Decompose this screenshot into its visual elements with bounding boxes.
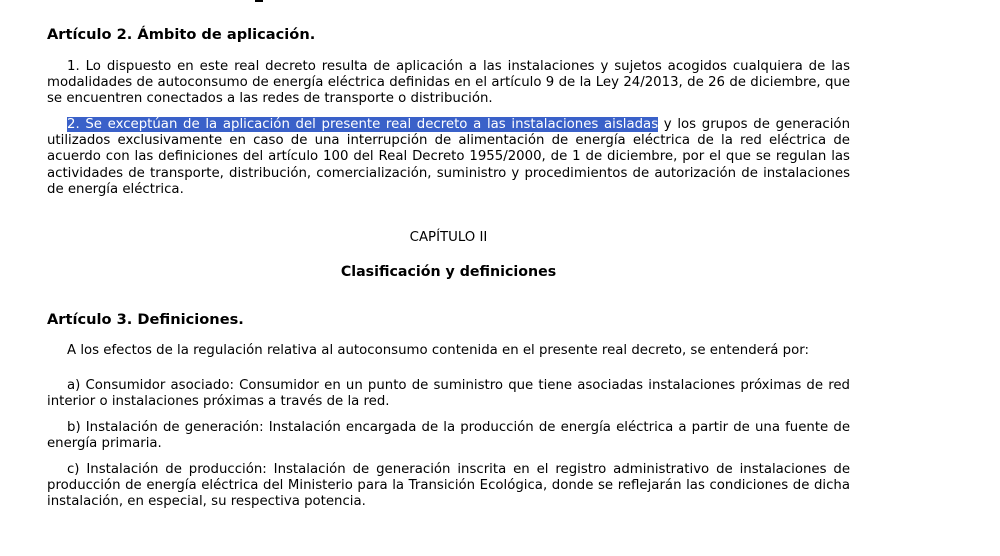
definition-c: c) Instalación de producción: Instalación de generación inscrita en el registro administrativo de instalaciones de producción de energía eléctrica del Ministerio para la Transición Ecológica, donde se reflejarán las condiciones de dicha instalación, en especial, su respectiva potencia. — [47, 462, 850, 510]
article-3-intro: A los efectos de la regulación relativa al autoconsumo contenida en el presente real decreto, se entenderá por: — [67, 343, 809, 358]
article-2-paragraph-1: 1. Lo dispuesto en este real decreto resulta de aplicación a las instalaciones y sujetos acogidos cualquiera de las modalidades de autoconsumo de energía eléctrica definidas en el artículo 9 de la Ley 24/2013, de 26 de diciembre, que se encuentren conectados a las redes de transporte o distribución. — [47, 59, 850, 107]
definition-a: a) Consumidor asociado: Consumidor en un punto de suministro que tiene asociadas instalaciones próximas de red interior o instalaciones próximas a través de la red. — [47, 378, 850, 410]
definition-b: b) Instalación de generación: Instalación encargada de la producción de energía eléctrica a partir de una fuente de energía primaria. — [47, 420, 850, 452]
article-2-heading: Artículo 2. Ámbito de aplicación. — [47, 26, 316, 43]
paragraph-2-rest: y los grupos de generación utilizados exclusivamente en caso de una interrupción de alimentación de energía eléctrica de la red eléctrica de acuerdo con las definiciones del artículo 100 del Real Decreto 1955/2000, de 1 de diciembre, por el que se regulan las actividades de transporte, distribución, comercialización, suministro y procedimientos de autorización de instalaciones de energía eléctrica. — [47, 117, 850, 197]
article-3-heading: Artículo 3. Definiciones. — [47, 311, 244, 328]
selected-text[interactable]: 2. Se exceptúan de la aplicación del presente real decreto a las instalaciones aisladas — [67, 117, 659, 132]
cut-off-glyph — [255, 0, 263, 2]
chapter-title: Clasificación y definiciones — [340, 264, 557, 280]
chapter-label: CAPÍTULO II — [409, 230, 488, 245]
article-2-paragraph-2 — [47, 117, 850, 198]
